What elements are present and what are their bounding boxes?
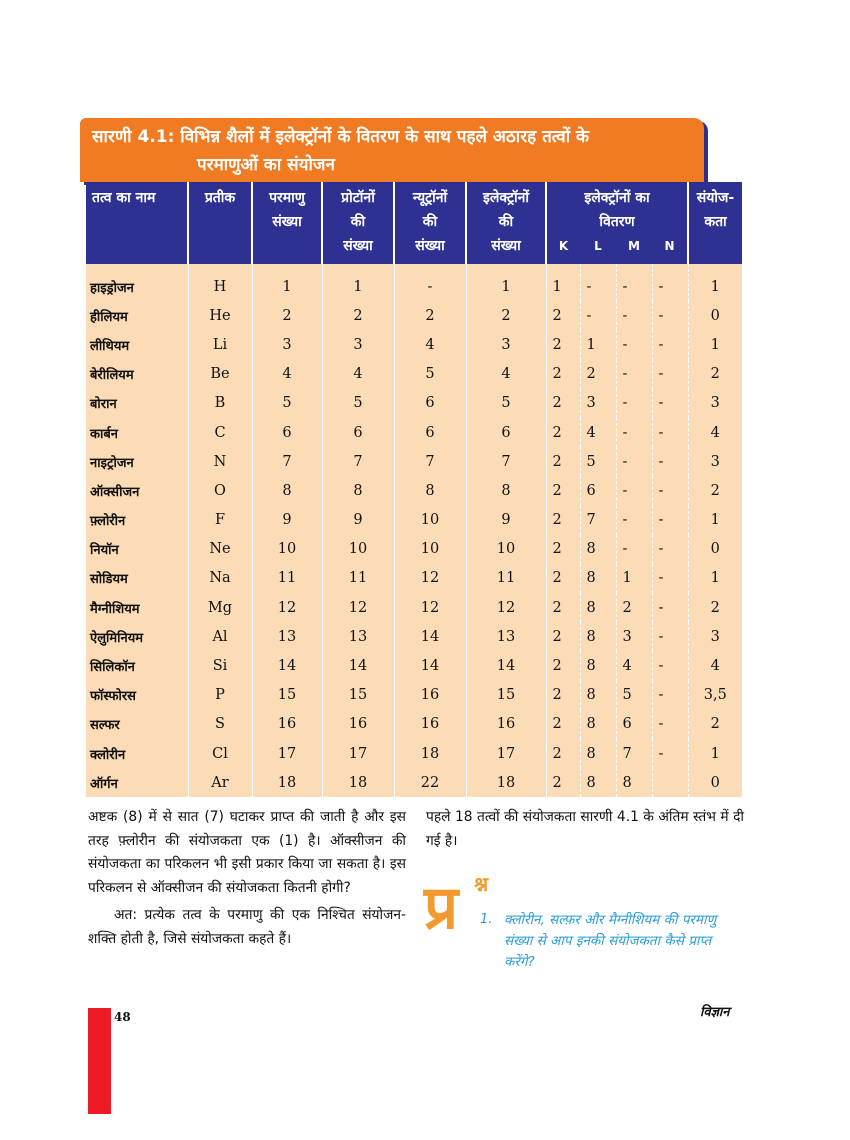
- cell-symbol: B: [188, 389, 252, 418]
- cell-symbol: S: [188, 710, 252, 739]
- cell-n: 12: [394, 593, 466, 622]
- cell-m: -: [616, 535, 652, 564]
- cell-v: 0: [688, 768, 742, 797]
- cell-v: 2: [688, 710, 742, 739]
- cell-m: 5: [616, 681, 652, 710]
- left-paragraph-1: अष्टक (8) में से सात (7) घटाकर प्राप्त की जाती है और इस तरह फ़्लोरीन की संयोजकता एक (1) है। ऑक्सीजन की संयोजकता का परिकलन भी इसी प्रकार किया जा सकता है। इस परिकलन से ऑक्सीजन की संयोजकता कितनी होगी?: [88, 809, 406, 896]
- cell-v: 2: [688, 593, 742, 622]
- cell-p: 2: [322, 301, 394, 330]
- header-shell-m: M: [616, 238, 652, 264]
- table-row: [86, 506, 742, 535]
- cell-symbol: C: [188, 418, 252, 447]
- cell-l: 5: [580, 447, 616, 476]
- cell-v: 1: [688, 330, 742, 359]
- cell-e: 5: [466, 389, 546, 418]
- cell-l: 6: [580, 476, 616, 505]
- question-heading-big: प्र: [424, 873, 459, 943]
- cell-n: 2: [394, 301, 466, 330]
- cell-m: -: [616, 389, 652, 418]
- cell-m: -: [616, 506, 652, 535]
- table-row: [86, 264, 742, 301]
- cell-p: 9: [322, 506, 394, 535]
- cell-z: 5: [252, 389, 322, 418]
- cell-e: 13: [466, 622, 546, 651]
- header-valency: [688, 182, 742, 264]
- cell-k: 2: [546, 593, 580, 622]
- cell-k: 2: [546, 564, 580, 593]
- cell-z: 18: [252, 768, 322, 797]
- cell-name: फ़्लोरीन: [86, 506, 188, 535]
- cell-l: 3: [580, 389, 616, 418]
- cell-z: 16: [252, 710, 322, 739]
- header-electrons: [466, 182, 546, 264]
- header-protons-line: संख्या: [343, 238, 373, 254]
- cell-z: 13: [252, 622, 322, 651]
- header-symbol: प्रतीक: [188, 182, 252, 264]
- cell-v: 1: [688, 506, 742, 535]
- cell-v: 3: [688, 447, 742, 476]
- header-electrons-line: इलेक्ट्रॉनों: [482, 190, 530, 206]
- header-shell-k: K: [546, 238, 580, 264]
- cell-k: 2: [546, 768, 580, 797]
- cell-v: 3: [688, 389, 742, 418]
- cell-n: -: [652, 681, 688, 710]
- cell-symbol: N: [188, 447, 252, 476]
- cell-v: 1: [688, 739, 742, 768]
- cell-name: सोडियम: [86, 564, 188, 593]
- table-row: [86, 710, 742, 739]
- cell-m: -: [616, 360, 652, 389]
- cell-n: -: [652, 739, 688, 768]
- cell-n: -: [652, 301, 688, 330]
- header-atomic-number-line: परमाणु: [269, 190, 305, 206]
- cell-n: 6: [394, 389, 466, 418]
- cell-name: ऑर्गन: [86, 768, 188, 797]
- cell-m: 2: [616, 593, 652, 622]
- cell-m: 3: [616, 622, 652, 651]
- cell-e: 17: [466, 739, 546, 768]
- cell-n: -: [652, 535, 688, 564]
- cell-symbol: Ar: [188, 768, 252, 797]
- right-paragraph-1: पहले 18 तत्वों की संयोजकता सारणी 4.1 के अंतिम स्तंभ में दी गई है।: [426, 809, 744, 849]
- cell-k: 2: [546, 622, 580, 651]
- cell-p: 3: [322, 330, 394, 359]
- cell-n: -: [652, 264, 688, 301]
- cell-n: 18: [394, 739, 466, 768]
- header-neutrons-line: संख्या: [415, 238, 445, 254]
- cell-v: 1: [688, 264, 742, 301]
- header-shell-l: L: [580, 238, 616, 264]
- table-row: [86, 739, 742, 768]
- cell-e: 7: [466, 447, 546, 476]
- left-column-text: [88, 806, 406, 952]
- header-protons: [322, 182, 394, 264]
- cell-n: 4: [394, 330, 466, 359]
- cell-l: 8: [580, 535, 616, 564]
- cell-p: 1: [322, 264, 394, 301]
- cell-k: 2: [546, 389, 580, 418]
- cell-v: 2: [688, 360, 742, 389]
- cell-p: 7: [322, 447, 394, 476]
- cell-n: -: [652, 330, 688, 359]
- cell-l: -: [580, 264, 616, 301]
- header-electrons-line: की: [498, 214, 514, 230]
- cell-name: ऑक्सीजन: [86, 476, 188, 505]
- cell-k: 2: [546, 651, 580, 680]
- cell-n: 5: [394, 360, 466, 389]
- cell-z: 6: [252, 418, 322, 447]
- cell-name: नाइट्रोजन: [86, 447, 188, 476]
- cell-n: -: [652, 389, 688, 418]
- cell-name: क्लोरीन: [86, 739, 188, 768]
- cell-k: 2: [546, 447, 580, 476]
- question-heading-small: श्न: [474, 872, 489, 896]
- cell-n: -: [652, 622, 688, 651]
- cell-e: 15: [466, 681, 546, 710]
- table-row: [86, 593, 742, 622]
- cell-e: 3: [466, 330, 546, 359]
- question-number: 1.: [480, 912, 493, 927]
- cell-p: 5: [322, 389, 394, 418]
- cell-p: 11: [322, 564, 394, 593]
- cell-name: फॉस्फोरस: [86, 681, 188, 710]
- cell-k: 2: [546, 476, 580, 505]
- cell-n: -: [394, 264, 466, 301]
- cell-p: 6: [322, 418, 394, 447]
- header-neutrons: [394, 182, 466, 264]
- cell-symbol: Mg: [188, 593, 252, 622]
- cell-e: 9: [466, 506, 546, 535]
- table-row: [86, 330, 742, 359]
- cell-name: हाइड्रोजन: [86, 264, 188, 301]
- table-caption-line1: सारणी 4.1: विभिन्न शैलों में इलेक्ट्रॉनों के वितरण के साथ पहले अठारह तत्वों के: [92, 127, 590, 147]
- cell-name: बोरान: [86, 389, 188, 418]
- cell-name: नियॉन: [86, 535, 188, 564]
- question-text: क्लोरीन, सल्फ़र और मैग्नीशियम की परमाणु संख्या से आप इनकी संयोजकता कैसे प्राप्त करेंगे?: [504, 912, 717, 970]
- table-row: [86, 447, 742, 476]
- cell-l: 8: [580, 768, 616, 797]
- cell-v: 4: [688, 651, 742, 680]
- cell-l: 8: [580, 681, 616, 710]
- cell-z: 11: [252, 564, 322, 593]
- cell-name: सिलिकॉन: [86, 651, 188, 680]
- header-shell-n: N: [652, 238, 688, 264]
- cell-k: 2: [546, 535, 580, 564]
- cell-m: -: [616, 301, 652, 330]
- cell-p: 8: [322, 476, 394, 505]
- cell-name: हीलियम: [86, 301, 188, 330]
- cell-l: 7: [580, 506, 616, 535]
- cell-l: 8: [580, 593, 616, 622]
- header-protons-line: की: [350, 214, 366, 230]
- cell-k: 2: [546, 360, 580, 389]
- table-row: [86, 360, 742, 389]
- table-row: [86, 476, 742, 505]
- cell-m: -: [616, 330, 652, 359]
- cell-m: -: [616, 418, 652, 447]
- cell-n: -: [652, 710, 688, 739]
- cell-n: 14: [394, 622, 466, 651]
- cell-p: 4: [322, 360, 394, 389]
- page-number: 48: [114, 1010, 131, 1024]
- cell-l: -: [580, 301, 616, 330]
- cell-m: 6: [616, 710, 652, 739]
- cell-v: 2: [688, 476, 742, 505]
- table-row: [86, 651, 742, 680]
- cell-e: 11: [466, 564, 546, 593]
- cell-z: 10: [252, 535, 322, 564]
- cell-z: 8: [252, 476, 322, 505]
- cell-m: 7: [616, 739, 652, 768]
- cell-n: 7: [394, 447, 466, 476]
- cell-name: मैग्नीशियम: [86, 593, 188, 622]
- cell-p: 16: [322, 710, 394, 739]
- table-row: [86, 768, 742, 797]
- cell-n: -: [652, 506, 688, 535]
- cell-n: 12: [394, 564, 466, 593]
- header-neutrons-line: न्यूट्रॉनों: [412, 190, 448, 206]
- cell-m: -: [616, 447, 652, 476]
- cell-symbol: Cl: [188, 739, 252, 768]
- cell-n: 10: [394, 535, 466, 564]
- cell-n: -: [652, 476, 688, 505]
- cell-k: 2: [546, 710, 580, 739]
- cell-name: सल्फर: [86, 710, 188, 739]
- cell-n: 8: [394, 476, 466, 505]
- cell-p: 13: [322, 622, 394, 651]
- cell-v: 3: [688, 622, 742, 651]
- table-row: [86, 564, 742, 593]
- cell-n: -: [652, 447, 688, 476]
- cell-l: 8: [580, 739, 616, 768]
- cell-symbol: Li: [188, 330, 252, 359]
- cell-n: 10: [394, 506, 466, 535]
- cell-z: 14: [252, 651, 322, 680]
- cell-l: 2: [580, 360, 616, 389]
- header-protons-line: प्रोटॉनों: [341, 190, 375, 206]
- cell-n: -: [652, 564, 688, 593]
- cell-z: 7: [252, 447, 322, 476]
- subject-label: विज्ञान: [700, 1005, 730, 1020]
- header-valency-line: कता: [704, 214, 727, 230]
- header-electrons-line: संख्या: [491, 238, 521, 254]
- cell-m: 4: [616, 651, 652, 680]
- cell-n: -: [652, 651, 688, 680]
- cell-name: ऐलुमिनियम: [86, 622, 188, 651]
- cell-l: 8: [580, 622, 616, 651]
- cell-e: 2: [466, 301, 546, 330]
- cell-e: 12: [466, 593, 546, 622]
- cell-k: 2: [546, 418, 580, 447]
- cell-l: 8: [580, 710, 616, 739]
- table-body: [86, 264, 742, 797]
- cell-z: 17: [252, 739, 322, 768]
- cell-n: -: [652, 360, 688, 389]
- cell-k: 2: [546, 506, 580, 535]
- cell-k: 2: [546, 330, 580, 359]
- cell-symbol: He: [188, 301, 252, 330]
- cell-symbol: P: [188, 681, 252, 710]
- cell-name: लीथियम: [86, 330, 188, 359]
- cell-name: कार्बन: [86, 418, 188, 447]
- cell-e: 1: [466, 264, 546, 301]
- table-caption-line2: परमाणुओं का संयोजन: [197, 155, 335, 175]
- cell-z: 15: [252, 681, 322, 710]
- cell-e: 6: [466, 418, 546, 447]
- cell-e: 18: [466, 768, 546, 797]
- cell-k: 2: [546, 681, 580, 710]
- cell-k: 1: [546, 264, 580, 301]
- cell-symbol: Al: [188, 622, 252, 651]
- cell-p: 10: [322, 535, 394, 564]
- cell-l: 4: [580, 418, 616, 447]
- cell-symbol: Si: [188, 651, 252, 680]
- cell-z: 3: [252, 330, 322, 359]
- cell-p: 17: [322, 739, 394, 768]
- cell-v: 1: [688, 564, 742, 593]
- header-atomic-number-line: संख्या: [272, 214, 302, 230]
- cell-v: 4: [688, 418, 742, 447]
- header-distribution-line: वितरण: [599, 214, 635, 230]
- header-atomic-number: [252, 182, 322, 264]
- cell-n: 16: [394, 710, 466, 739]
- cell-m: 1: [616, 564, 652, 593]
- cell-n: [652, 768, 688, 797]
- cell-p: 14: [322, 651, 394, 680]
- header-name: तत्व का नाम: [86, 182, 188, 264]
- table-row: [86, 535, 742, 564]
- header-distribution-line: इलेक्ट्रॉनों का: [584, 190, 650, 206]
- cell-z: 1: [252, 264, 322, 301]
- cell-e: 10: [466, 535, 546, 564]
- cell-l: 1: [580, 330, 616, 359]
- cell-symbol: Be: [188, 360, 252, 389]
- cell-m: -: [616, 476, 652, 505]
- header-distribution: [546, 182, 688, 238]
- cell-l: 8: [580, 651, 616, 680]
- table-row: [86, 622, 742, 651]
- cell-p: 18: [322, 768, 394, 797]
- cell-z: 9: [252, 506, 322, 535]
- cell-symbol: F: [188, 506, 252, 535]
- cell-symbol: Na: [188, 564, 252, 593]
- table-row: [86, 389, 742, 418]
- cell-p: 12: [322, 593, 394, 622]
- elements-table: [86, 182, 742, 797]
- header-valency-line: संयोज-: [696, 190, 735, 206]
- cell-e: 8: [466, 476, 546, 505]
- cell-symbol: H: [188, 264, 252, 301]
- cell-symbol: Ne: [188, 535, 252, 564]
- cell-name: बेरीलियम: [86, 360, 188, 389]
- cell-e: 16: [466, 710, 546, 739]
- cell-n: -: [652, 418, 688, 447]
- cell-k: 2: [546, 301, 580, 330]
- cell-e: 4: [466, 360, 546, 389]
- table-row: [86, 681, 742, 710]
- cell-z: 12: [252, 593, 322, 622]
- cell-e: 14: [466, 651, 546, 680]
- cell-n: 14: [394, 651, 466, 680]
- cell-z: 4: [252, 360, 322, 389]
- cell-v: 3,5: [688, 681, 742, 710]
- table-row: [86, 301, 742, 330]
- page-side-bar: [88, 1008, 111, 1114]
- cell-n: -: [652, 593, 688, 622]
- cell-n: 6: [394, 418, 466, 447]
- cell-p: 15: [322, 681, 394, 710]
- cell-m: 8: [616, 768, 652, 797]
- cell-n: 22: [394, 768, 466, 797]
- table-row: [86, 418, 742, 447]
- cell-z: 2: [252, 301, 322, 330]
- cell-symbol: O: [188, 476, 252, 505]
- cell-n: 16: [394, 681, 466, 710]
- right-column-text: [426, 806, 744, 853]
- left-paragraph-2: अत: प्रत्येक तत्व के परमाणु की एक निश्चित संयोजन-शक्ति होती है, जिसे संयोजकता कहते हैं।: [88, 907, 406, 947]
- cell-k: 2: [546, 739, 580, 768]
- cell-v: 0: [688, 301, 742, 330]
- header-neutrons-line: की: [422, 214, 438, 230]
- cell-v: 0: [688, 535, 742, 564]
- cell-m: -: [616, 264, 652, 301]
- cell-l: 8: [580, 564, 616, 593]
